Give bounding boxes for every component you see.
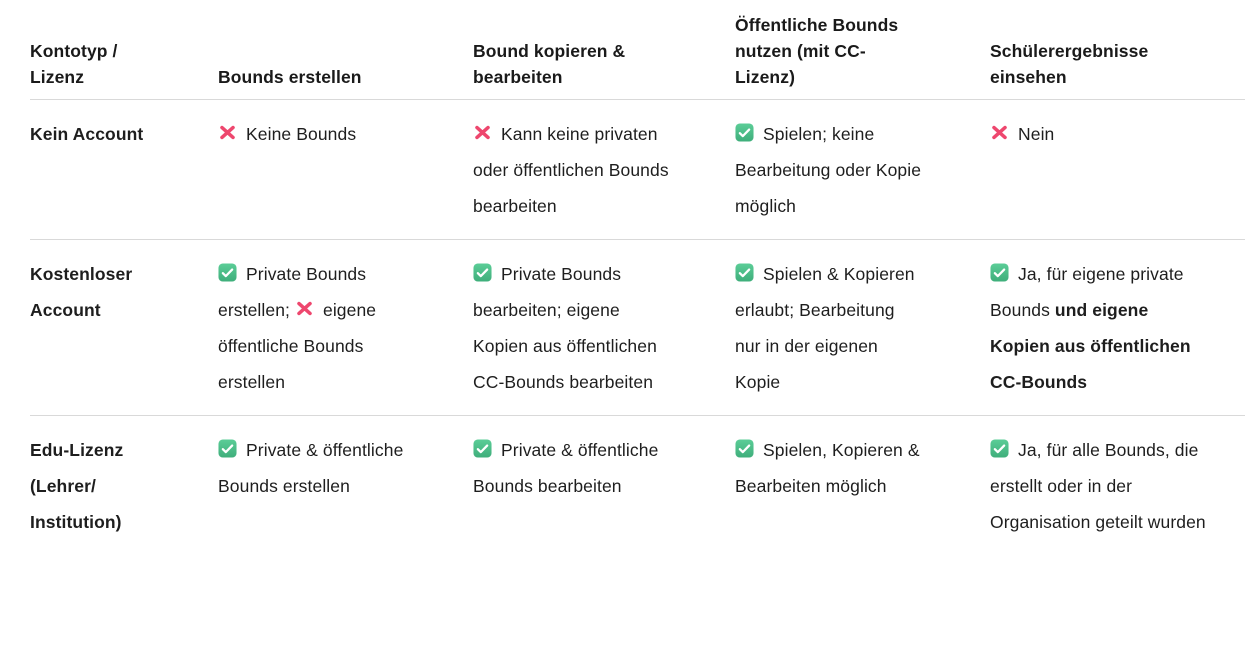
cell-text: Spielen; keine Bearbeitung oder Kopie möglich — [735, 124, 922, 216]
table-header-row — [30, 8, 1245, 100]
check-icon — [735, 263, 754, 282]
column-header-oeffentliche-bounds: Öffentliche Bounds nutzen (mit CC-Lizenz) — [735, 15, 899, 87]
table-row — [30, 100, 1245, 240]
cross-icon — [295, 299, 314, 318]
account-type-cell: Kostenloser Account — [30, 264, 133, 320]
check-icon — [735, 123, 754, 142]
cell-text: Spielen & Kopieren erlaubt; Bearbeitung nur in der eigenen Kopie — [735, 264, 915, 392]
table-cell-bound-kopieren — [473, 256, 735, 400]
table-row — [30, 416, 1245, 555]
table-cell-bound-kopieren — [473, 432, 735, 504]
table-cell-schuelerergebnisse — [990, 432, 1245, 540]
check-icon — [218, 439, 237, 458]
account-type-cell: Kein Account — [30, 124, 144, 144]
cell-text: Spielen, Kopieren & Bearbeiten möglich — [735, 440, 920, 496]
cell-text: eigene öffentliche Bounds erstellen — [218, 300, 377, 392]
cell-text: Ja, für alle Bounds, die erstellt oder in der Organisation geteilt wurden — [990, 440, 1206, 532]
cell-text: Kann keine privaten oder öffentlichen Bounds bearbeiten — [473, 124, 669, 216]
cross-icon — [473, 123, 492, 142]
table-cell-schuelerergebnisse — [990, 116, 1245, 152]
table-cell-oeffentliche-bounds — [735, 256, 990, 400]
table-cell-bound-kopieren — [473, 116, 735, 224]
column-header-bounds-erstellen: Bounds erstellen — [218, 67, 362, 87]
check-icon — [473, 263, 492, 282]
table-cell-bounds-erstellen — [218, 432, 473, 504]
table-row — [30, 240, 1245, 416]
check-icon — [473, 439, 492, 458]
table-cell-bounds-erstellen — [218, 256, 473, 400]
column-header-bound-kopieren: Bound kopieren & bearbeiten — [473, 41, 626, 87]
column-header-schuelerergebnisse: Schülerergebnisse einsehen — [990, 41, 1149, 87]
check-icon — [218, 263, 237, 282]
cell-text: Keine Bounds — [246, 124, 357, 144]
table-cell-bounds-erstellen — [218, 116, 473, 152]
cell-text: Private & öffentliche Bounds bearbeiten — [473, 440, 659, 496]
cross-icon — [218, 123, 237, 142]
cell-text: Ja, für eigene private Bounds — [990, 264, 1184, 320]
cell-text: und eigene Kopien aus öffentlichen CC-Bounds — [990, 300, 1191, 392]
account-type-cell: Edu-Lizenz (Lehrer/​Institution) — [30, 440, 124, 532]
cell-text: Nein — [1018, 124, 1055, 144]
table-body — [30, 100, 1245, 555]
cell-text: Private & öffentliche Bounds erstellen — [218, 440, 404, 496]
check-icon — [735, 439, 754, 458]
table-cell-schuelerergebnisse — [990, 256, 1245, 400]
cell-text: Private Bounds erstellen; — [218, 264, 367, 320]
check-icon — [990, 263, 1009, 282]
cell-text: Private Bounds bearbeiten; eigene Kopien aus öffentlichen CC-Bounds bearbeiten — [473, 264, 657, 392]
column-header-kontotyp: Kontotyp / Lizenz — [30, 41, 118, 87]
cross-icon — [990, 123, 1009, 142]
table-cell-oeffentliche-bounds — [735, 432, 990, 504]
check-icon — [990, 439, 1009, 458]
table-cell-oeffentliche-bounds — [735, 116, 990, 224]
